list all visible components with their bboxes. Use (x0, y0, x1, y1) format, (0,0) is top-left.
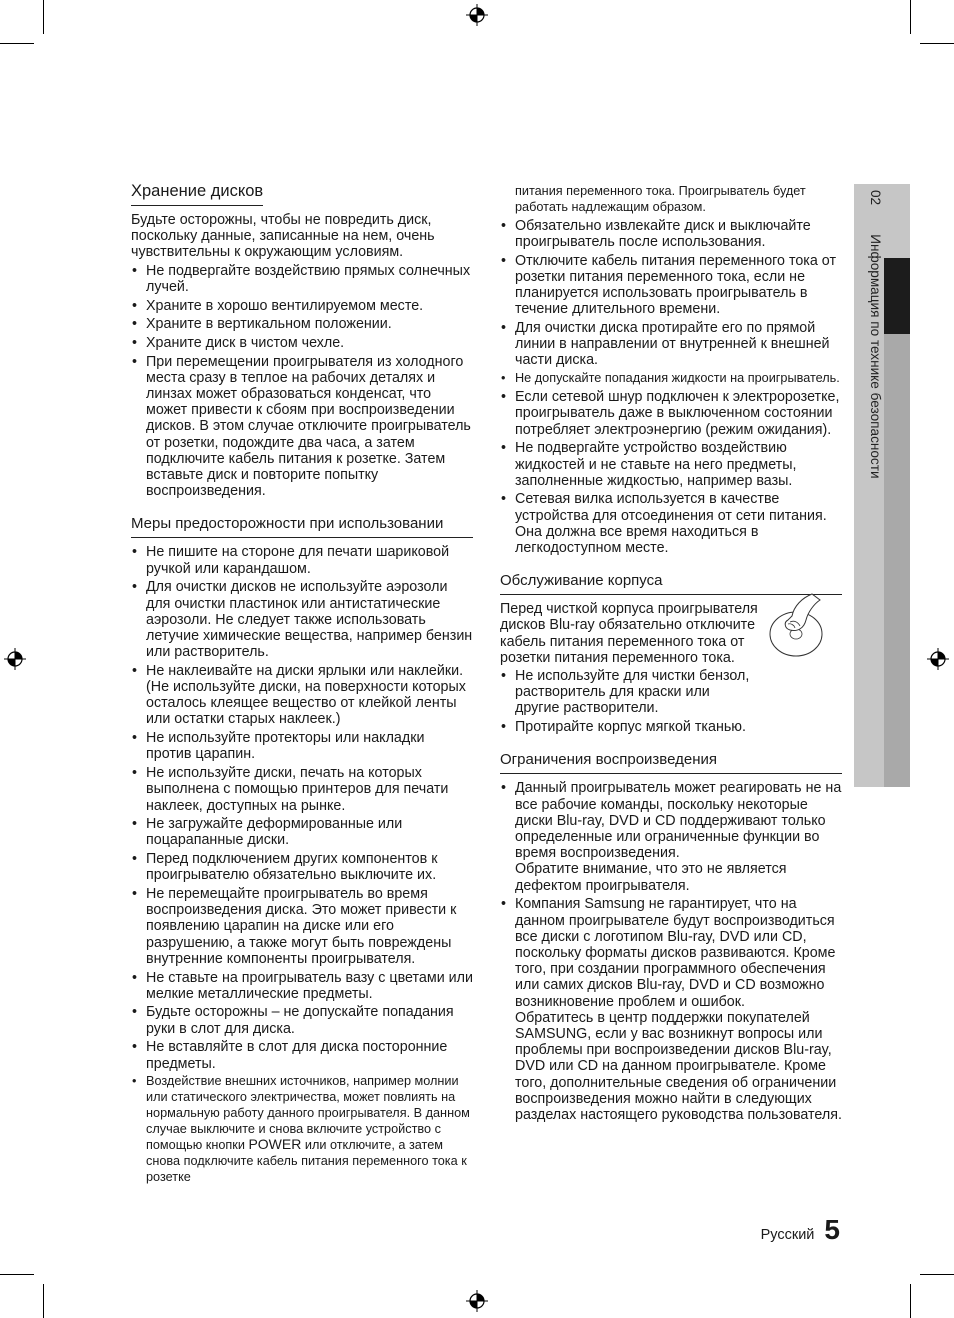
registration-mark-icon (4, 648, 26, 670)
crop-mark-top-left-v (43, 0, 44, 34)
chapter-tab-marker (884, 258, 910, 334)
precautions-list (131, 544, 473, 1185)
list-item: • Не ставьте на проигрыватель вазу с цветами или мелкие металлические предметы. (131, 970, 473, 1002)
page-number: 5 (824, 1214, 840, 1245)
list-item: • Сетевая вилка используется в качестве устройства для отсоединения от сети питания. Она должна все время находиться в легкодоступном месте. (500, 491, 842, 556)
list-item: • Обязательно извлекайте диск и выключайте проигрыватель после использования. (500, 218, 842, 250)
list-item: • Не пишите на стороне для печати шариковой ручкой или карандашом. (131, 544, 473, 576)
continuation-text: питания переменного тока. Проигрыватель будет работать надлежащим образом. (515, 184, 806, 214)
list-item: • Не загружайте деформированные или поцарапанные диски. (131, 816, 473, 848)
cabinet-care-title: Обслуживание корпуса (500, 572, 842, 595)
list-item: • Не используйте для чистки бензол, растворитель для краски или другие растворители. (500, 668, 755, 717)
precautions-title: Меры предосторожности при использовании (131, 515, 473, 538)
crop-mark-bottom-left-h (0, 1274, 34, 1275)
right-precautions-list (500, 218, 842, 557)
list-item: • Храните в хорошо вентилируемом месте. (131, 298, 473, 314)
chapter-title: Информация по технике безопасности (868, 234, 883, 479)
crop-mark-top-right-h (920, 43, 954, 44)
storage-section (131, 181, 473, 499)
list-item: • Для очистки дисков не используйте аэрозоли для очистки пластинок или антистатические аэрозоли. Не следует также использовать летучие химические вещества, например бензин или растворитель. (131, 579, 473, 660)
restriction-note: Обратитесь в центр поддержки покупателей SAMSUNG, если у вас возникнут вопросы или проблемы при воспроизведении дисков Blu-ray, DVD или CD на данном проигрывателе. Кроме того, дополнительные сведения об ограничении воспроизведения можно найти в следующих разделах настоящего руководства пользователя. (515, 1009, 842, 1123)
list-item: • Для очистки диска протирайте его по прямой линии в направлении от внутренней к внешней части диска. (500, 320, 842, 369)
list-item: • Храните диск в чистом чехле. (131, 335, 473, 351)
crop-mark-top-right-v (910, 0, 911, 34)
list-item: • Перед подключением других компонентов к проигрывателю обязательно выключите их. (131, 851, 473, 883)
list-item: • Не допускайте попадания жидкости на проигрыватель. (500, 371, 842, 387)
cabinet-care-intro: Перед чисткой корпуса проигрывателя дисков Blu-ray обязательно отключите кабель питания переменного тока от розетки питания переменного тока. (500, 601, 758, 666)
crop-mark-bottom-right-v (910, 1284, 911, 1318)
list-item: • Не подвергайте устройство воздействию жидкостей и не ставьте на него предметы, заполненные жидкостью, например вазы. (500, 440, 842, 489)
list-item-external-influence (131, 1074, 473, 1186)
storage-list (131, 263, 473, 500)
list-item: • Если сетевой шнур подключен к электророзетке, проигрыватель даже в выключенном состоянии потребляет электроэнергию (режим ожидания). (500, 389, 842, 438)
restrictions-list (500, 780, 842, 1123)
registration-mark-icon (466, 4, 488, 26)
registration-mark-icon (466, 1290, 488, 1312)
chapter-tab-label (861, 190, 883, 690)
storage-intro: Будьте осторожны, чтобы не повредить диск, поскольку данные, записанные на нем, очень чувствительны к окружающим условиям. (131, 212, 435, 261)
crop-mark-top-left-h (0, 43, 34, 44)
list-item: • Отключите кабель питания переменного тока от розетки питания переменного тока, если не планируется использовать проигрыватель в течение длительного времени. (500, 253, 842, 318)
list-item: • Не наклеивайте на диски ярлыки или наклейки. (Не используйте диски, на поверхности которых осталось клеящее вещество от клейкой ленты или остатки старых наклеек.) (131, 663, 473, 728)
list-item: • Не перемещайте проигрыватель во время воспроизведения диска. Это может привести к появлению царапин на диске или его разрушению, а также могут быть повреждены внутренние компоненты проигрывателя. (131, 886, 473, 967)
right-column (500, 184, 842, 1126)
list-item: • При перемещении проигрывателя из холодного места сразу в теплое на рабочих деталях и линзах может образоваться конденсат, что может привести к сбоям при воспроизведении дисков. В этом случае отключите проигрыватель от розетки, подождите два часа, а затем подключите кабель питания к розетке. Затем вставьте диск и повторите попытку воспроизведения. (131, 354, 473, 500)
cabinet-care-section (500, 572, 842, 735)
list-item (500, 896, 842, 1123)
precautions-section (131, 515, 473, 1185)
list-item: • Протирайте корпус мягкой тканью. (500, 719, 842, 735)
list-item: • Будьте осторожны – не допускайте попадания руки в слот для диска. (131, 1004, 473, 1036)
registration-mark-icon (927, 648, 949, 670)
restriction-note: Обратите внимание, что это не является дефектом проигрывателя. (515, 861, 787, 894)
chapter-tab-mid-band (884, 334, 910, 787)
cabinet-care-list (500, 668, 842, 735)
external-influence-text-b: или отключите, а затем снова подключите кабель питания переменного тока к розетке (146, 1138, 467, 1185)
storage-title: Хранение дисков (131, 181, 263, 206)
page-footer (761, 1214, 840, 1246)
restrictions-title: Ограничения воспроизведения (500, 751, 842, 774)
power-button-label: POWER (248, 1136, 302, 1153)
restriction-text: Компания Samsung не гарантирует, что на данном проигрывателе будут воспроизводиться все диски с логотипом Blu-ray, DVD или CD, поскольку форматы дисков развиваются. Кроме того, при создании программного обеспечения или самих дисков Blu-ray, DVD и CD возможно возникновение проблем и ошибок. (515, 896, 836, 1010)
list-item (500, 780, 842, 893)
list-item: • Не подвергайте воздействию прямых солнечных лучей. (131, 263, 473, 295)
chapter-number: 02 (868, 190, 883, 206)
list-item: • Храните в вертикальном положении. (131, 316, 473, 332)
footer-language: Русский (760, 1227, 815, 1243)
list-item: • Не используйте диски, печать на которых выполнена с помощью принтеров для печати наклеек, доступных на рынке. (131, 765, 473, 814)
crop-mark-bottom-left-v (43, 1284, 44, 1318)
external-influence-text-a: Воздействие внешних источников, например молнии или статического электричества, может повлиять на нормальную работу данного проигрывателя. В данном случае выключите и снова включите устройство с помощью кнопки (146, 1074, 470, 1153)
list-item: • Не используйте протекторы или накладки против царапин. (131, 730, 473, 762)
crop-mark-bottom-right-h (920, 1274, 954, 1275)
left-column (131, 181, 473, 1188)
disc-wiping-illustration (768, 592, 828, 658)
list-item: • Не вставляйте в слот для диска посторонние предметы. (131, 1039, 473, 1071)
restriction-text: Данный проигрыватель может реагировать не на все рабочие команды, поскольку некоторые диски Blu-ray, DVD и CD поддерживают только определенные или ограниченные функции во время воспроизведения. (515, 780, 842, 862)
restrictions-section (500, 751, 842, 1123)
